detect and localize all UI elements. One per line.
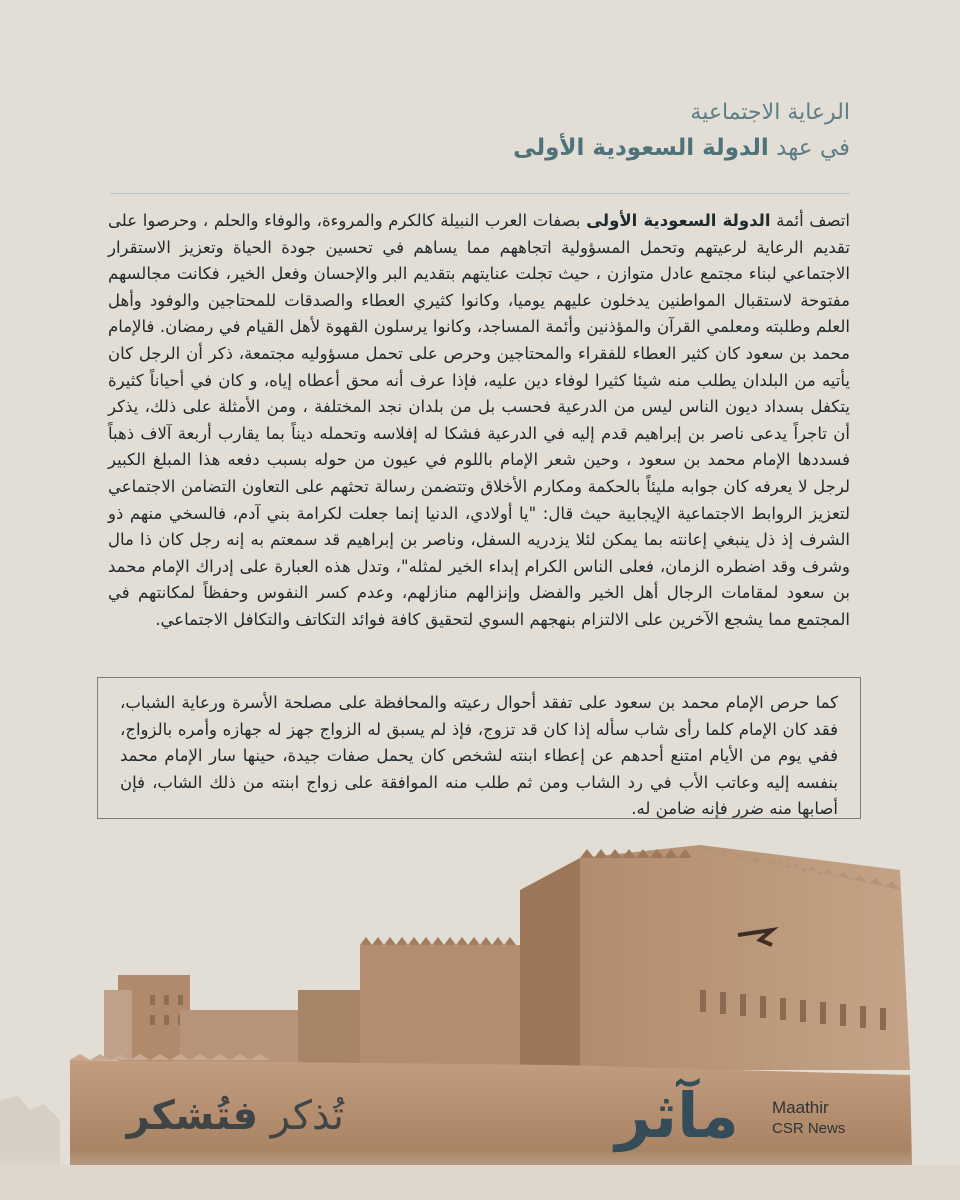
heading-line-2 (110, 130, 850, 166)
page-heading (110, 96, 850, 166)
heading-line-1: الرعاية الاجتماعية (690, 100, 850, 125)
article-lead-bold: الدولة السعودية الأولى (586, 211, 771, 230)
maathir-logo-arabic: مآثر (615, 1079, 739, 1152)
article-lead: اتصف أئمة (776, 211, 850, 230)
logo-english-name: Maathir (772, 1098, 829, 1117)
slogan-word-2: فتُشكر (126, 1093, 259, 1139)
maathir-logo-english (772, 1097, 892, 1139)
logo-english-sub: CSR News (772, 1120, 846, 1137)
heading-line-2-bold: الدولة السعودية الأولى (513, 135, 769, 161)
slogan-word-1: تُذكر (270, 1093, 344, 1139)
slogan (104, 1086, 344, 1146)
heading-line-2-prefix: في عهد (776, 135, 850, 161)
article-paragraph (108, 208, 850, 634)
article-body: بصفات العرب النبيلة كالكرم والمروءة، والوفاء والحلم ، وحرصوا على تقديم الرعاية لرعيتهم وتحمل المسؤولية اتجاههم مما يساهم في تحسين جودة الحياة وتعزيز الاستقرار الاجتماعي لبناء مجتمع عادل متوازن ، حيث تجلت عنايتهم بتقديم البر والإحسان وفعل الخير، فكانت مجالسهم مفتوحة لاستقبال المواطنين يدخلون عليهم يوميا، وكانوا كثيري العطاء والصدقات للمحتاجين والوفود وأهل العلم وطلبته ومعلمي القرآن والمؤذنين وأئمة المساجد، وكانوا يرسلون القهوة لأهل القيام في رمضان. فالإمام محمد بن سعود كان كثير العطاء للفقراء والمحتاجين وحرص على تحمل مسؤوليه مجتمعة، ذكر أن الرجل كان يأتيه من البلدان يطلب منه شيئا كثيرا لوفاء دين عليه، فإذا عرف أنه محق أعطاه إياه، و كان في أحياناً كثيرة يتكفل بسداد ديون الناس ليس من الدرعية فحسب بل من بلدان نجد المختلفة ، ومن الأمثلة على ذلك، يذكر أن تاجراً يدعى ناصر بن إبراهيم قدم إليه في الدرعية فشكا له إفلاسه وتحمله ديناً بما يقارب أربعة آلاف ذهباً فسددها الإمام محمد بن سعود ، وحين شعر الإمام باللوم في عيون من حوله بسبب دفعه هذا المبلغ الكبير لرجل لا يعرفه كان جوابه مليئاً بالحكمة ومكارم الأخلاق وتتضمن رسالة تحثهم على التعاون التضامن الاجتماعي لتعزيز الروابط الاجتماعية الإيجابية حيث قال: "يا أولادي، الدنيا إنما جعلت لكرامة بني آدم، فالسخي منهم ذو الشرف إذ ذل ينبغي إعانته بما يمكن لئلا يزدريه السفل، وناصر بن إبراهيم قد سمعتم به إنه رجل كان ذا مال وشرف وقد اضطره الزمان، فعلى الناس الكرام إبداء الخير لمثله"، وتدل هذه العبارة على إدراك الإمام محمد بن سعود لمقامات الرجال أهل الخير والفضل وإنزالهم منازلهم، وعدم كسر النفوس وحفظاً لمكانتهم في المجتمع مما يشجع الآخرين على الالتزام بنهجهم السوي لتحقيق كافة فوائد التكاتف والتكافل الاجتماعي. (108, 211, 850, 629)
highlight-box-text: كما حرص الإمام محمد بن سعود على تفقد أحوال رعيته والمحافظة على مصلحة الأسرة ورعاية الشباب، فقد كان الإمام كلما رأى شاب سأله إذا كان قد تزوج، فإذ لم يسبق له الزواج جهز له جهازه وأمره بالزواج، ففي يوم من الأيام امتنع أحدهم عن إعطاء ابنته لشخص كان يحمل صفات جيدة، حينها سار الإمام محمد بنفسه إليه وعاتب الأب في رد الشاب ومن ثم طلب منه الموافقة على زواج ابنته من ذلك الشاب، فإن أصابها منه ضرر فإنه ضامن له. (120, 693, 838, 819)
heading-divider (110, 193, 850, 194)
highlight-box (97, 677, 861, 819)
